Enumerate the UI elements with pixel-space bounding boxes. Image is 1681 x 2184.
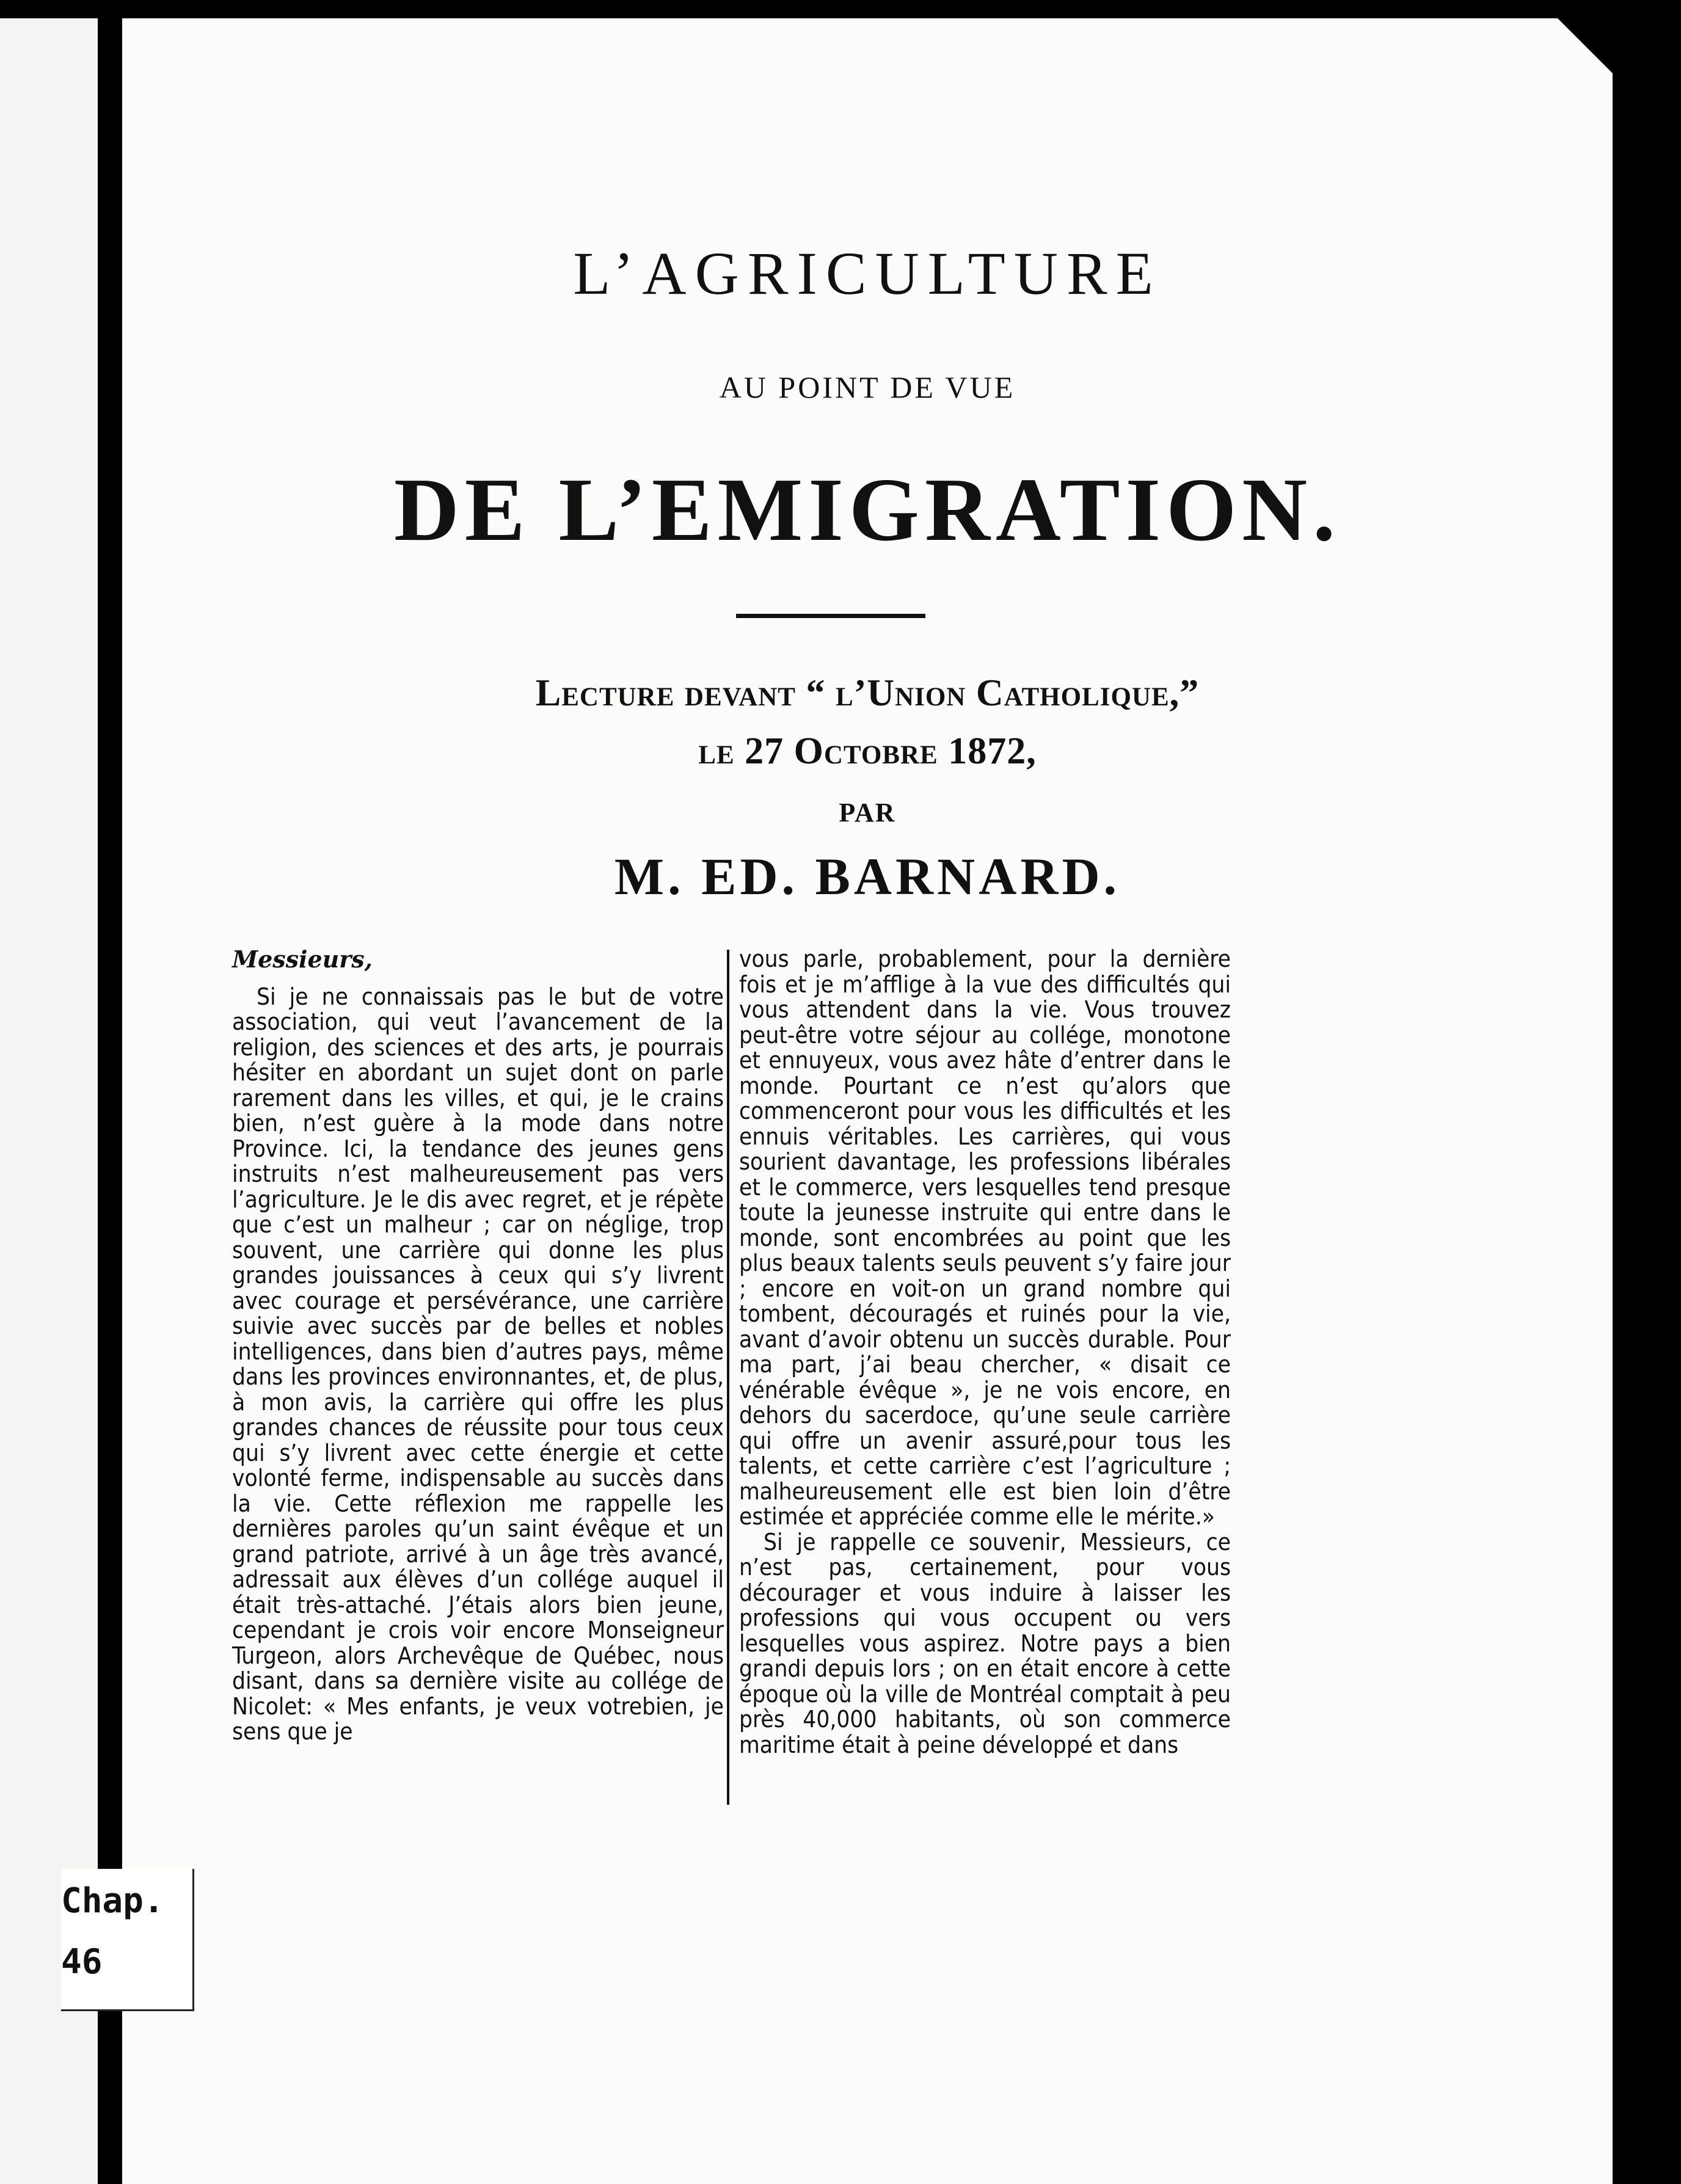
subtitle-line-2: le 27 Octobre 1872,: [698, 730, 1037, 772]
document-page: [122, 18, 1613, 2184]
page-content: [122, 18, 1613, 2184]
left-column-paragraph: Si je ne connaissais pas le but de votre association, qui veut l’avancement de la religion, des sciences et des arts, je pourrais hésiter en abordant un sujet dont on parle rarement dans les villes, et qui, je le crains bien, n’est guère à la mode dans notre Province. Ici, la tendance des jeunes gens instruits n’est malheureusement pas vers l’agriculture. Je le dis avec regret, et je répète que c’est un malheur ; car on néglige, trop souvent, une carrière qui donne les plus grandes jouissances à ceux qui s’y livrent avec courage et persévérance, une carrière suivie avec succès par de belles et nobles intelligences, dans bien d’autres pays, même dans les provinces environnantes, et, de plus, à mon avis, la carrière qui offre les plus grandes chances de réussite pour tous ceux qui s’y livrent avec cette énergie et cette volonté ferme, indispensable au succès dans la vie. Cette réflexion me rappelle les dernières paroles qu’un saint évêque et un grand patriote, arrivé à un âge très avancé, adressait aux élèves d’un collége auquel il était très-attaché. J’étais alors bien jeune, cependant je crois voir encore Monseigneur Turgeon, alors Archevêque de Québec, nous disant, dans sa dernière visite au collége de Nicolet: « Mes enfants, je veux votrebien, je sens que je: [232, 983, 724, 1745]
right-column-paragraph-2: Si je rappelle ce souvenir, Messieurs, ce n’est pas, certainement, pour vous décourager et vous induire à laisser les professions qui vous occupent ou vers lesquelles vous aspirez. Notre pays a bien grandi depuis lors ; on en était encore à cette époque où la ville de Montréal comptait à peu près 40,000 habitants, où son commerce maritime était à peine développé et dans: [739, 1528, 1231, 1759]
title-rule: [736, 614, 925, 618]
by-label: PAR: [839, 798, 896, 828]
text-column-left: [232, 947, 724, 1814]
text-column-right: [739, 947, 1231, 1814]
column-divider: [727, 950, 729, 1805]
title-line-2: AU POINT DE VUE: [719, 370, 1016, 404]
page-corner-fold: [1558, 18, 1613, 73]
right-column-paragraph-1: vous parle, probablement, pour la dernière fois et je m’afflige à la vue des difficultés qui vous attendent dans la vie. Vous trouvez peut-être votre séjour au collége, monotone et ennuyeux, vous avez hâte d’entrer dans le monde. Pourtant ce n’est qu’alors que commenceront pour vous les difficultés et les ennuis véritables. Les carrières, qui vous sourient davantage, les professions libérales et le commerce, vers lesquelles tend presque toute la jeunesse instruite qui entre dans le monde, sont encombrées au point que les plus beaux talents seuls peuvent s’y faire jour ; encore en voit-on un grand nombre qui tombent, découragés et ruinés pour la vie, avant d’avoir obtenu un succès durable. Pour ma part, j’ai beau chercher, « disait ce vénérable évêque », je ne vois encore, en dehors du sacerdoce, qu’une seule carrière qui offre un avenir assuré,pour tous les talents, et cette carrière c’est l’agriculture ; malheureusement elle est bien loin d’être estimée et appréciée comme elle le mérite.»: [739, 945, 1231, 1531]
adjacent-page-edge: [0, 18, 98, 2184]
title-line-3: DE L’EMIGRATION.: [393, 460, 1341, 560]
subtitle-line-1: Lecture devant “ l’Union Catholique,”: [535, 672, 1200, 714]
salutation: Messieurs,: [232, 945, 373, 973]
stamp-line-2: 46: [61, 1942, 103, 1982]
title-line-1: L’AGRICULTURE: [573, 239, 1162, 307]
author-name: M. ED. BARNARD.: [614, 847, 1121, 906]
stamp-line-1: Chap.: [61, 1881, 164, 1921]
